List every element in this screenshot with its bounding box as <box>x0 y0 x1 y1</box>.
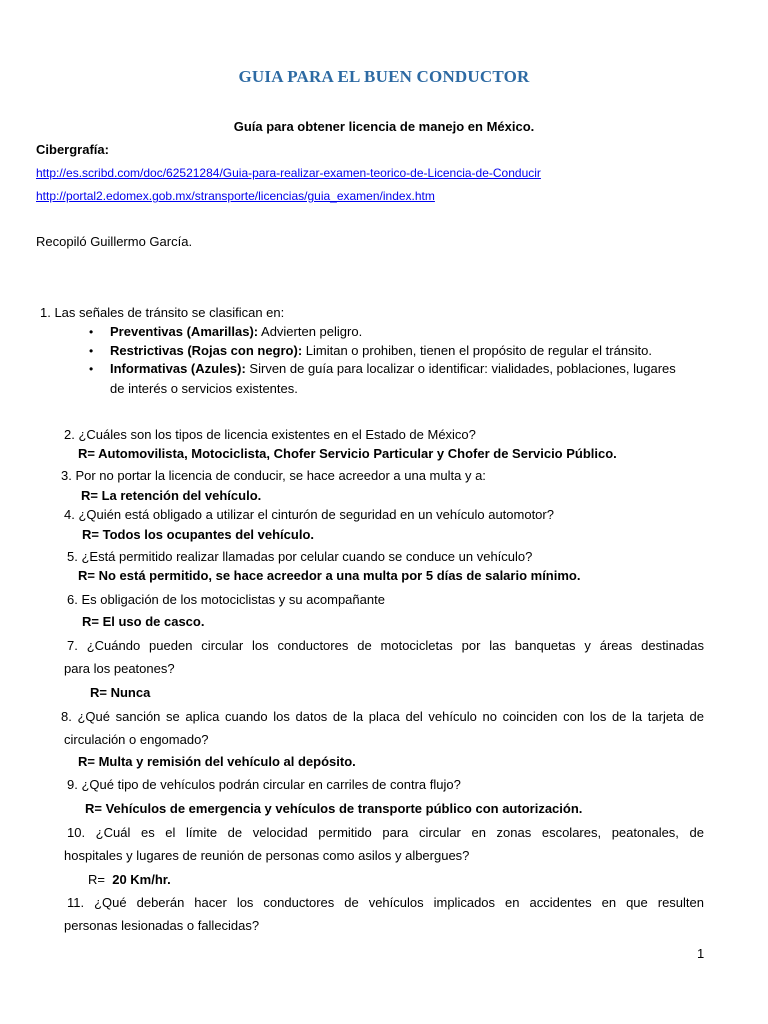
question-11-line-2: personas lesionadas o fallecidas? <box>64 918 260 933</box>
question-7-line-2: para los peatones? <box>64 661 175 676</box>
list-item-continuation: de interés o servicios existentes. <box>110 381 298 396</box>
answer-8: R= Multa y remisión del vehículo al depósito. <box>78 754 356 769</box>
answer-5: R= No está permitido, se hace acreedor a una multa por 5 días de salario mínimo. <box>78 568 581 583</box>
answer-3: R= La retención del vehículo. <box>81 488 262 503</box>
answer-7: R= Nunca <box>90 685 151 700</box>
question-8-line-1: 8. ¿Qué sanción se aplica cuando los datos de la placa del vehículo no coinciden con los de la tarjeta de <box>61 709 704 724</box>
document-title: GUIA PARA EL BUEN CONDUCTOR <box>238 67 530 86</box>
bullet-icon: • <box>89 325 94 339</box>
list-item-description: Sirven de guía para localizar o identificar: vialidades, poblaciones, lugares <box>245 361 676 376</box>
answer-2: R= Automovilista, Motociclista, Chofer Servicio Particular y Chofer de Servicio Público. <box>78 446 617 461</box>
reference-link-edomex[interactable]: http://portal2.edomex.gob.mx/stransporte/licencias/guia_examen/index.htm <box>36 189 435 203</box>
answer-10 <box>88 872 171 888</box>
list-item-term: Informativas (Azules): <box>110 361 246 376</box>
list-item-term: Restrictivas (Rojas con negro): <box>110 343 303 358</box>
question-10-line-2: hospitales y lugares de reunión de personas como asilos y albergues? <box>64 848 470 863</box>
question-3: 3. Por no portar la licencia de conducir, se hace acreedor a una multa y a: <box>61 468 486 483</box>
question-8-line-2: circulación o engomado? <box>64 732 209 747</box>
question-5: 5. ¿Está permitido realizar llamadas por celular cuando se conduce un vehículo? <box>67 549 533 564</box>
document-subtitle: Guía para obtener licencia de manejo en México. <box>233 119 535 134</box>
answer-6: R= El uso de casco. <box>82 614 205 629</box>
question-7-line-1: 7. ¿Cuándo pueden circular los conductores de motocicletas por las banquetas y áreas destinadas <box>67 638 704 653</box>
question-9: 9. ¿Qué tipo de vehículos podrán circular en carriles de contra flujo? <box>67 777 461 792</box>
question-2: 2. ¿Cuáles son los tipos de licencia existentes en el Estado de México? <box>64 427 476 442</box>
list-item <box>110 324 362 340</box>
question-10-line-1: 10. ¿Cuál es el límite de velocidad permitido para circular en zonas escolares, peatonales, de <box>67 825 704 840</box>
reference-link-scribd[interactable]: http://es.scribd.com/doc/62521284/Guia-para-realizar-examen-teorico-de-Licencia-de-Conducir <box>36 166 541 180</box>
list-item-description: Limitan o prohiben, tienen el propósito de regular el tránsito. <box>302 343 652 358</box>
list-item <box>110 361 676 377</box>
question-11-line-1: 11. ¿Qué deberán hacer los conductores de vehículos implicados en accidentes en que resulten <box>67 895 704 910</box>
answer-10-prefix: R= <box>88 872 113 887</box>
bullet-icon: • <box>89 344 94 358</box>
bullet-icon: • <box>89 362 94 376</box>
cibergrafia-label: Cibergrafía: <box>36 142 109 157</box>
page-number: 1 <box>697 946 705 961</box>
answer-10-value: 20 Km/hr. <box>112 872 171 887</box>
answer-4: R= Todos los ocupantes del vehículo. <box>82 527 314 542</box>
question-4: 4. ¿Quién está obligado a utilizar el cinturón de seguridad en un vehículo automotor? <box>64 507 554 522</box>
list-item-term: Preventivas (Amarillas): <box>110 324 259 339</box>
compiler-credit: Recopiló Guillermo García. <box>36 234 193 249</box>
question-6: 6. Es obligación de los motociclistas y su acompañante <box>67 592 385 607</box>
list-item-description: Advierten peligro. <box>258 324 363 339</box>
list-item <box>110 343 652 359</box>
answer-9: R= Vehículos de emergencia y vehículos de transporte público con autorización. <box>85 801 583 816</box>
question-1: 1. Las señales de tránsito se clasifican en: <box>40 305 285 320</box>
